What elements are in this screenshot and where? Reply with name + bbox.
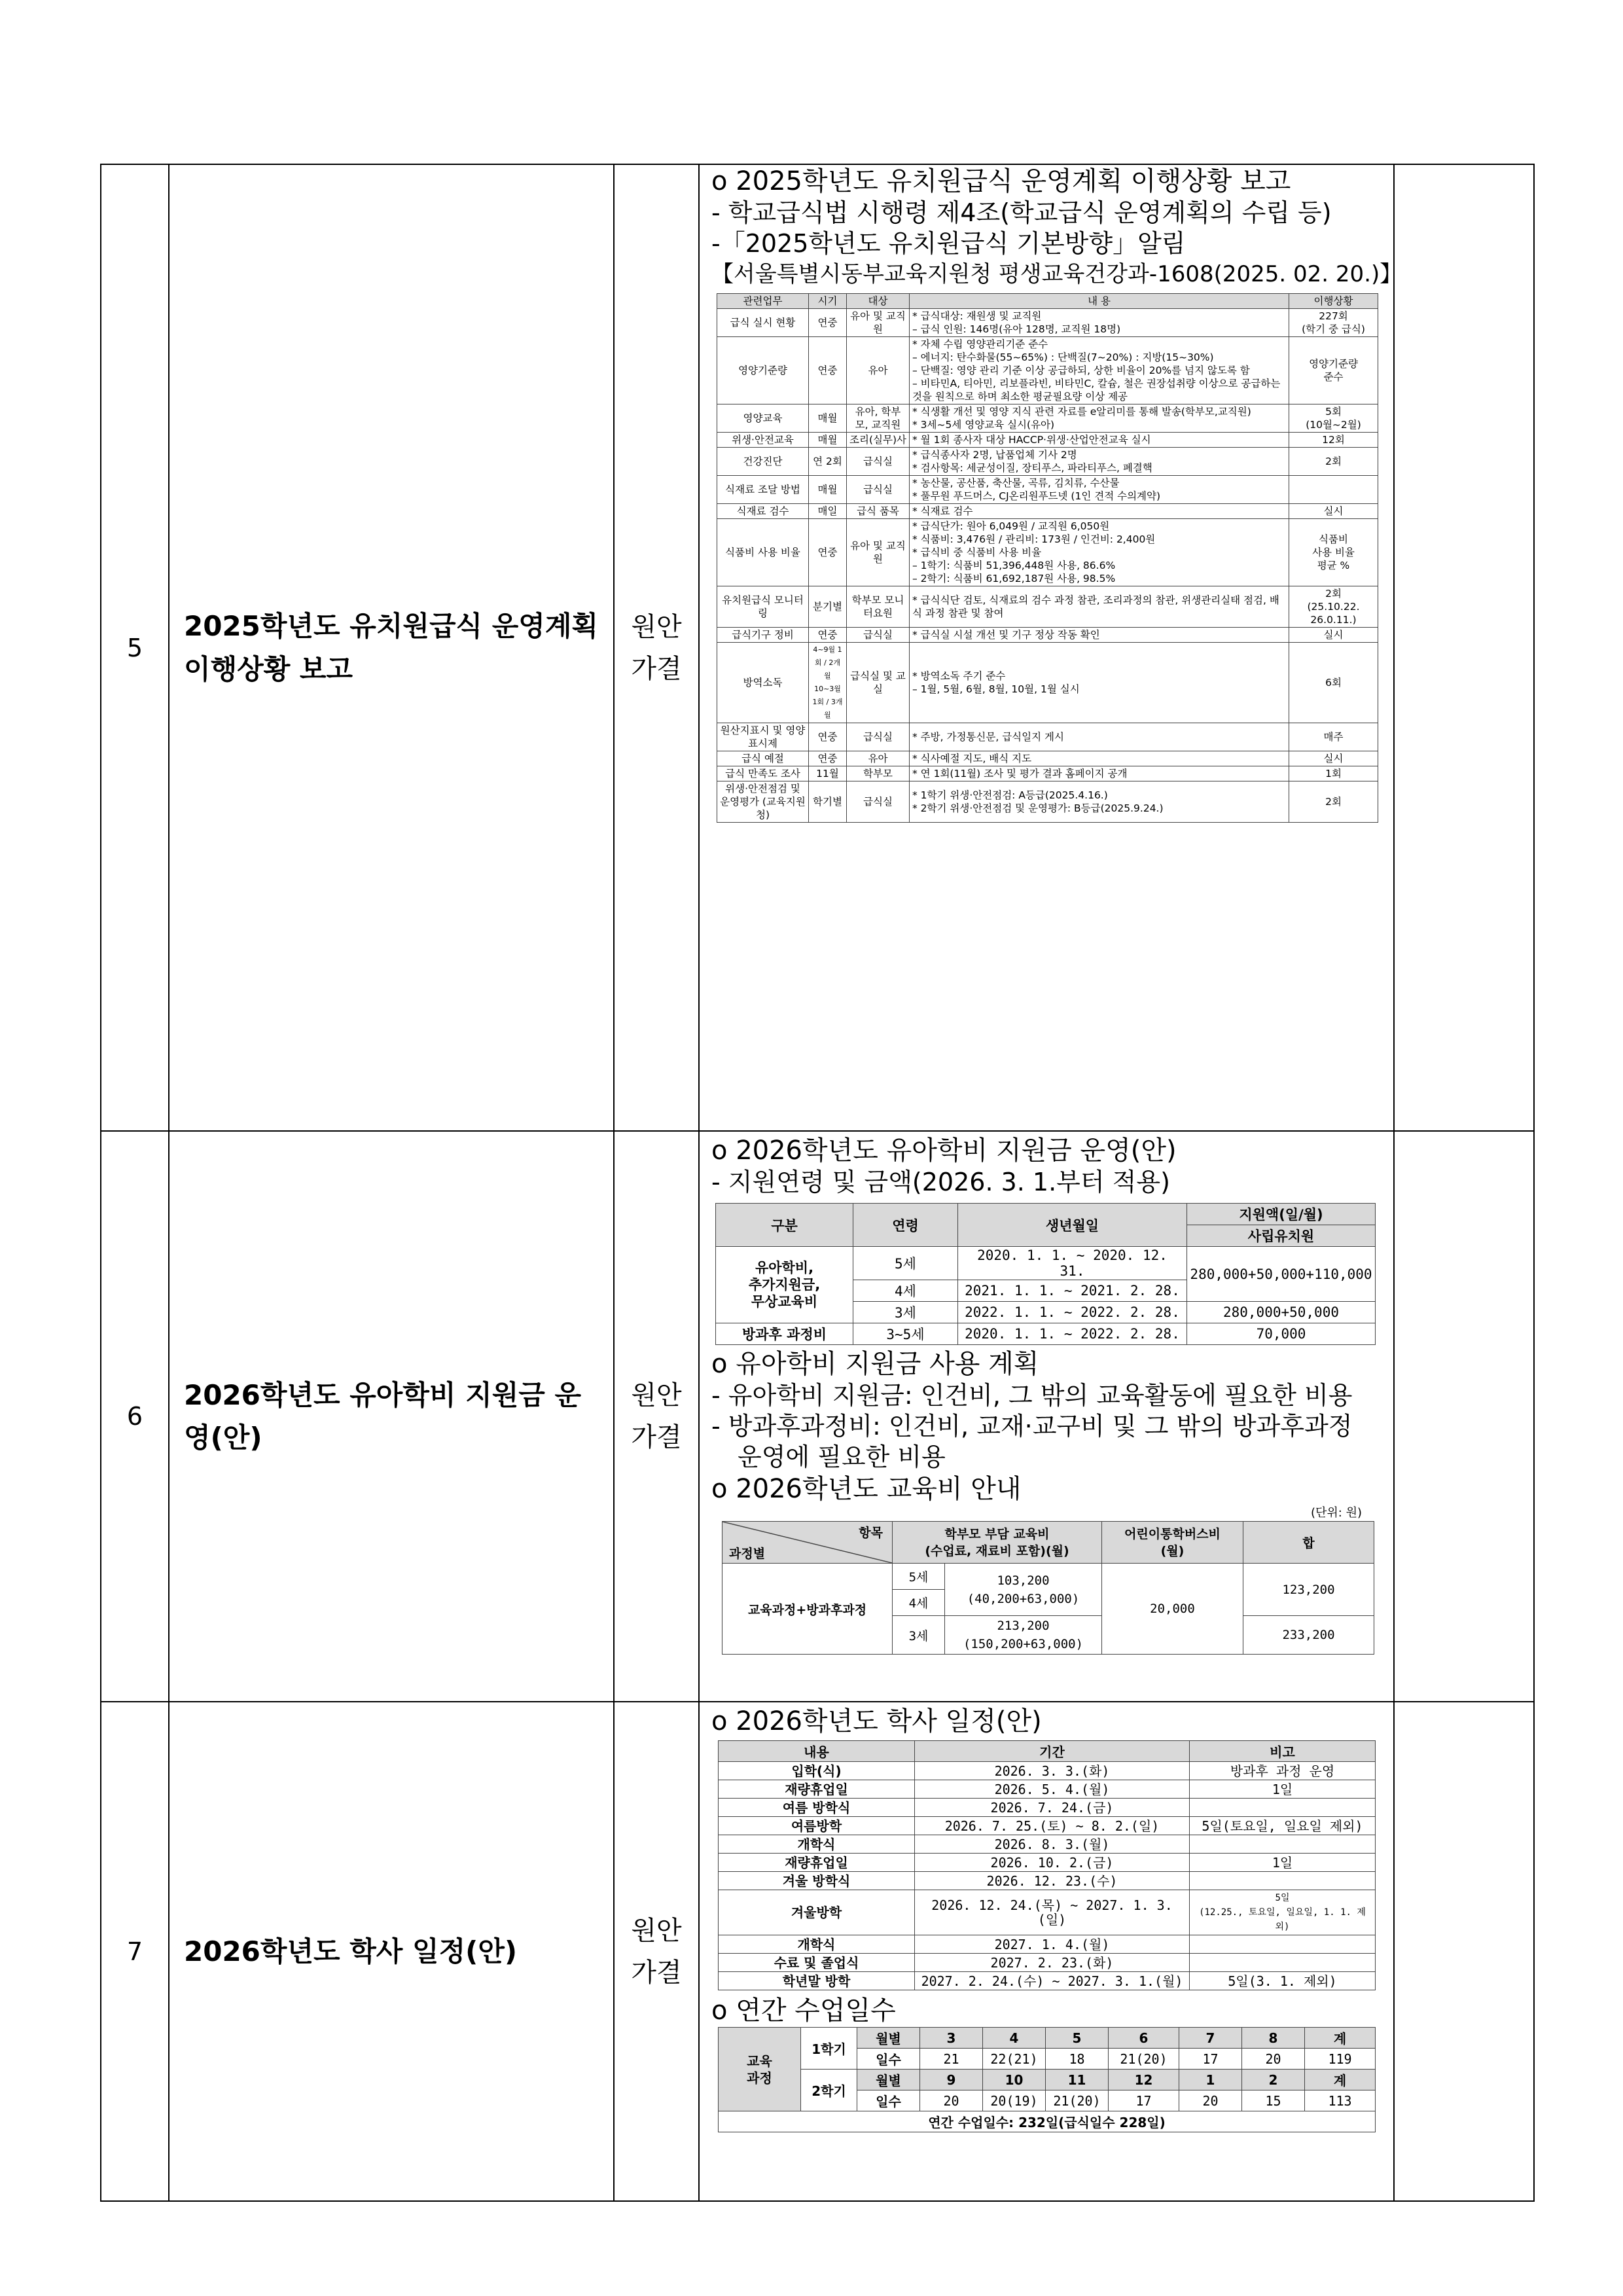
target-cell: 유아	[847, 751, 910, 766]
status-cell: 실시	[1289, 628, 1378, 643]
col-header: 대상	[847, 294, 910, 309]
detail-cell: * 급식종사자 2명, 납품업체 기사 2명 * 검사항목: 세균성이질, 장티푸스, 파라티푸스, 폐결핵	[910, 448, 1289, 476]
semester-cell: 2학기	[801, 2070, 857, 2111]
task-cell: 식품비 사용 비율	[717, 519, 809, 586]
table-row	[717, 586, 1378, 628]
status-cell: 227회 (학기 중 급식)	[1289, 309, 1378, 337]
fee-cell: 103,200 (40,200+63,000)	[945, 1564, 1102, 1616]
period-cell: 2026. 3. 3.(화)	[915, 1762, 1190, 1780]
amount-cell: 70,000	[1187, 1323, 1376, 1345]
semester-cell: 1학기	[801, 2028, 857, 2070]
period-cell: 연중	[809, 628, 847, 643]
note-cell	[1190, 1835, 1376, 1854]
table-row	[717, 628, 1378, 643]
task-cell: 식재료 검수	[717, 504, 809, 519]
task-cell: 건강진단	[717, 448, 809, 476]
note-cell	[1190, 1954, 1376, 1972]
group-cell: 유아학비, 추가지원금, 무상교육비	[716, 1247, 853, 1323]
target-cell: 유아, 학부모, 교직원	[847, 404, 910, 433]
age-cell: 3세	[893, 1616, 945, 1655]
status-cell: 1회	[1289, 766, 1378, 781]
period-cell: 2026. 8. 3.(월)	[915, 1835, 1190, 1854]
task-cell: 위생·안전교육	[717, 433, 809, 448]
agenda-result: 원안 가결	[614, 1131, 699, 1702]
table-row	[717, 766, 1378, 781]
table-row	[717, 404, 1378, 433]
period-cell: 2026. 7. 24.(금)	[915, 1799, 1190, 1817]
col-header: 연령	[853, 1204, 958, 1247]
age-cell: 4세	[893, 1590, 945, 1616]
period-cell: 연중	[809, 751, 847, 766]
days-cell: 20	[1179, 2090, 1242, 2111]
month-cell: 11	[1046, 2070, 1109, 2090]
period-cell: 2026. 5. 4.(월)	[915, 1780, 1190, 1799]
note-cell: 5일(토요일, 일요일 제외)	[1190, 1817, 1376, 1835]
status-cell: 2회	[1289, 448, 1378, 476]
event-cell: 겨울방학	[719, 1890, 915, 1935]
agenda-content	[699, 164, 1402, 1131]
note-cell: 1일	[1190, 1780, 1376, 1799]
detail-cell: * 농산물, 공산품, 축산물, 곡류, 김치류, 수산물 * 풀무원 푸드머스, CJ온리원푸드넷 (1인 견적 수의계약)	[910, 476, 1289, 504]
note-cell	[1190, 1872, 1376, 1890]
status-cell: 5회 (10월~2월)	[1289, 404, 1378, 433]
diag-header: 항목 과정별	[722, 1522, 893, 1564]
month-cell: 9	[920, 2070, 983, 2090]
table-row	[719, 1854, 1376, 1872]
month-cell: 계	[1305, 2028, 1376, 2049]
note-cell: 5일 (12.25., 토요일, 일요일, 1. 1. 제외)	[1190, 1890, 1376, 1935]
amount-cell: 280,000+50,000	[1187, 1302, 1376, 1323]
task-cell: 급식 만족도 조사	[717, 766, 809, 781]
status-cell: 실시	[1289, 504, 1378, 519]
table-row	[719, 1954, 1376, 1972]
table-row	[719, 1799, 1376, 1817]
target-cell: 유아 및 교직원	[847, 519, 910, 586]
table-row	[719, 1935, 1376, 1954]
row-label: 월별	[857, 2070, 920, 2090]
target-cell: 급식실	[847, 476, 910, 504]
age-cell: 4세	[853, 1280, 958, 1302]
agenda-number: 5	[101, 164, 169, 1131]
detail-cell: * 방역소독 주기 준수 – 1월, 5월, 6월, 8월, 10월, 1월 실시	[910, 643, 1289, 723]
days-cell: 21(20)	[1109, 2049, 1179, 2070]
birth-cell: 2022. 1. 1. ~ 2022. 2. 28.	[958, 1302, 1187, 1323]
days-cell: 15	[1242, 2090, 1305, 2111]
meal-plan-table	[717, 293, 1378, 823]
bullet-line: - 유아학비 지원금: 인건비, 그 밖의 교육활동에 필요한 비용	[711, 1381, 1353, 1410]
detail-cell: * 식생활 개선 및 영양 지식 관련 자료를 e알리미를 통해 발송(학부모,교직원) * 3세~5세 영양교육 실시(유아)	[910, 404, 1289, 433]
period-cell: 11월	[809, 766, 847, 781]
detail-cell: * 연 1회(11월) 조사 및 평가 결과 홈페이지 공개	[910, 766, 1289, 781]
days-cell: 20	[1242, 2049, 1305, 2070]
period-cell: 매월	[809, 404, 847, 433]
month-cell: 계	[1305, 2070, 1376, 2090]
target-cell: 유아 및 교직원	[847, 309, 910, 337]
col-header: 지원액(일/월)	[1187, 1204, 1376, 1225]
table-row	[717, 643, 1378, 723]
period-cell: 연중	[809, 309, 847, 337]
period-cell: 매월	[809, 433, 847, 448]
col-header: 이행상황	[1289, 294, 1378, 309]
target-cell: 학부모	[847, 766, 910, 781]
month-cell: 4	[983, 2028, 1046, 2049]
month-cell: 1	[1179, 2070, 1242, 2090]
note-cell: 방과후 과정 운영	[1190, 1762, 1376, 1780]
section-heading: o 연간 수업일수	[711, 1996, 896, 2026]
period-cell: 학기별	[809, 781, 847, 823]
status-cell: 매주	[1289, 723, 1378, 751]
col-header: 구분	[716, 1204, 853, 1247]
table-row	[719, 2111, 1376, 2132]
status-cell: 영양기준량 준수	[1289, 337, 1378, 404]
note-cell: 1일	[1190, 1854, 1376, 1872]
table-row	[717, 519, 1378, 586]
total-cell: 연간 수업일수: 232일(급식일수 228일)	[719, 2111, 1376, 2132]
period-cell: 매일	[809, 504, 847, 519]
remarks-cell	[1394, 1702, 1534, 2201]
agenda-number: 6	[101, 1131, 169, 1702]
status-cell: 6회	[1289, 643, 1378, 723]
tuition-table	[722, 1521, 1374, 1655]
period-cell: 연중	[809, 519, 847, 586]
table-row	[719, 1780, 1376, 1799]
col-header: 사립유치원	[1187, 1225, 1376, 1247]
table-row	[719, 1762, 1376, 1780]
month-cell: 5	[1046, 2028, 1109, 2049]
month-cell: 7	[1179, 2028, 1242, 2049]
status-cell: 2회 (25.10.22. 26.0.11.)	[1289, 586, 1378, 628]
col-header: 합	[1243, 1522, 1374, 1564]
agenda-content	[699, 1131, 1394, 1702]
days-cell: 18	[1046, 2049, 1109, 2070]
event-cell: 여름 방학식	[719, 1799, 915, 1817]
days-cell: 17	[1179, 2049, 1242, 2070]
event-cell: 재량휴업일	[719, 1780, 915, 1799]
event-cell: 학년말 방학	[719, 1972, 915, 1990]
age-cell: 3~5세	[853, 1323, 958, 1345]
event-cell: 개학식	[719, 1835, 915, 1854]
period-cell: 매월	[809, 476, 847, 504]
task-cell: 급식 실시 현황	[717, 309, 809, 337]
bullet-line: - 학교급식법 시행령 제4조(학교급식 운영계획의 수립 등)	[711, 198, 1332, 227]
bullet-line: - 방과후과정비: 인건비, 교재·교구비 및 그 밖의 방과후과정	[711, 1412, 1353, 1441]
event-cell: 재량휴업일	[719, 1854, 915, 1872]
status-cell: 식품비 사용 비율 평균 %	[1289, 519, 1378, 586]
status-cell	[1289, 476, 1378, 504]
section-heading: o 2025학년도 유치원급식 운영계획 이행상황 보고	[711, 166, 1291, 196]
row-label: 일수	[857, 2049, 920, 2070]
month-cell: 3	[920, 2028, 983, 2049]
table-row	[719, 1972, 1376, 1990]
detail-cell: * 식재료 검수	[910, 504, 1289, 519]
month-cell: 6	[1109, 2028, 1179, 2049]
period-cell: 2026. 12. 23.(수)	[915, 1872, 1190, 1890]
period-cell: 2026. 10. 2.(금)	[915, 1854, 1190, 1872]
agenda-row-5	[101, 164, 1534, 1131]
agenda-title: 2026학년도 학사 일정(안)	[169, 1702, 614, 2201]
task-cell: 영양교육	[717, 404, 809, 433]
period-cell: 분기별	[809, 586, 847, 628]
days-cell: 113	[1305, 2090, 1376, 2111]
bullet-line: 운영에 필요한 비용	[738, 1443, 946, 1471]
table-row	[717, 781, 1378, 823]
col-header: 관련업무	[717, 294, 809, 309]
event-cell: 입학(식)	[719, 1762, 915, 1780]
table-row	[719, 1890, 1376, 1935]
total-cell: 233,200	[1243, 1616, 1374, 1655]
period-cell: 2026. 7. 25.(토) ~ 8. 2.(일)	[915, 1817, 1190, 1835]
fee-cell: 213,200 (150,200+63,000)	[945, 1616, 1102, 1655]
month-cell: 8	[1242, 2028, 1305, 2049]
target-cell: 급식실	[847, 448, 910, 476]
period-cell: 2027. 2. 24.(수) ~ 2027. 3. 1.(월)	[915, 1972, 1190, 1990]
target-cell: 학부모 모니터요원	[847, 586, 910, 628]
reference-note: 【서울특별시동부교육지원청 평생교육건강과-1608(2025. 02. 20.)】	[711, 261, 1402, 287]
note-cell: 5일(3. 1. 제외)	[1190, 1972, 1376, 1990]
detail-cell: * 주방, 가정통신문, 급식일지 게시	[910, 723, 1289, 751]
days-cell: 21	[920, 2049, 983, 2070]
detail-cell: * 급식실 시설 개선 및 기구 정상 작동 확인	[910, 628, 1289, 643]
birth-cell: 2021. 1. 1. ~ 2021. 2. 28.	[958, 1280, 1187, 1302]
col-header: 어린이통학버스비 (월)	[1102, 1522, 1243, 1564]
age-cell: 3세	[853, 1302, 958, 1323]
col-header: 생년월일	[958, 1204, 1187, 1247]
agenda-content	[699, 1702, 1394, 2201]
note-cell	[1190, 1799, 1376, 1817]
section-heading: o 2026학년도 학사 일정(안)	[711, 1706, 1042, 1736]
agenda-row-7	[101, 1702, 1534, 2201]
detail-cell: * 월 1회 종사자 대상 HACCP·위생·산업안전교육 실시	[910, 433, 1289, 448]
col-header: 내용	[719, 1741, 915, 1762]
group-cell: 방과후 과정비	[716, 1323, 853, 1345]
status-cell: 2회	[1289, 781, 1378, 823]
days-cell: 119	[1305, 2049, 1376, 2070]
detail-cell: * 자체 수립 영양관리기준 준수 – 에너지: 탄수화물(55~65%) : 단백질(7~20%) : 지방(15~30%) – 단백질: 영양 관리 기준 이상 공급하되, 상한 비율이 20%를 넘지 않도록 함 – 비타민A, 티아민, 리보플라빈, 비타민C, 칼슘, 철은 권장섭취량 이상으로 공급하는 것을 원칙으로 하며 최소한 평균필요량 이상 제공	[910, 337, 1289, 404]
age-cell: 5세	[853, 1247, 958, 1280]
section-heading: o 2026학년도 교육비 안내	[711, 1474, 1022, 1504]
col-header: 기간	[915, 1741, 1190, 1762]
agenda-result: 원안 가결	[614, 1702, 699, 2201]
days-cell: 17	[1109, 2090, 1179, 2111]
task-cell: 유치원급식 모니터링	[717, 586, 809, 628]
bus-cell: 20,000	[1102, 1564, 1243, 1655]
course-cell: 교육과정+방과후과정	[722, 1564, 893, 1655]
birth-cell: 2020. 1. 1. ~ 2020. 12. 31.	[958, 1247, 1187, 1280]
task-cell: 위생·안전점검 및 운영평가 (교육지원청)	[717, 781, 809, 823]
days-cell: 20(19)	[983, 2090, 1046, 2111]
detail-cell: * 급식식단 검토, 식재료의 검수 과정 참관, 조리과정의 참관, 위생관리실태 점검, 배식 과정 참관 및 참여	[910, 586, 1289, 628]
agenda-number: 7	[101, 1702, 169, 2201]
month-cell: 10	[983, 2070, 1046, 2090]
task-cell: 영양기준량	[717, 337, 809, 404]
col-header: 비고	[1190, 1741, 1376, 1762]
row-label: 월별	[857, 2028, 920, 2049]
support-amount-table	[715, 1203, 1376, 1345]
detail-cell: * 1학기 위생·안전점검: A등급(2025.4.16.) * 2학기 위생·안전점검 및 운영평가: B등급(2025.9.24.)	[910, 781, 1289, 823]
period-cell: 연중	[809, 337, 847, 404]
schedule-table	[718, 1740, 1376, 1990]
task-cell: 식재료 조달 방법	[717, 476, 809, 504]
month-cell: 2	[1242, 2070, 1305, 2090]
target-cell: 급식실	[847, 628, 910, 643]
detail-cell: * 급식대상: 재원생 및 교직원 – 급식 인원: 146명(유아 128명, 교직원 18명)	[910, 309, 1289, 337]
event-cell: 개학식	[719, 1935, 915, 1954]
days-cell: 22(21)	[983, 2049, 1046, 2070]
period-cell: 2026. 12. 24.(목) ~ 2027. 1. 3.(일)	[915, 1890, 1190, 1935]
agenda-row-6	[101, 1131, 1534, 1702]
days-cell: 20	[920, 2090, 983, 2111]
course-cell: 교육 과정	[719, 2028, 801, 2111]
target-cell: 급식 품목	[847, 504, 910, 519]
table-row	[717, 433, 1378, 448]
target-cell: 급식실	[847, 723, 910, 751]
school-days-table	[718, 2027, 1376, 2132]
row-label: 일수	[857, 2090, 920, 2111]
period-cell: 연중	[809, 723, 847, 751]
table-row	[717, 448, 1378, 476]
status-cell: 실시	[1289, 751, 1378, 766]
bullet-line: -「2025학년도 유치원급식 기본방향」알림	[711, 229, 1186, 258]
period-cell: 연 2회	[809, 448, 847, 476]
event-cell: 수료 및 졸업식	[719, 1954, 915, 1972]
amount-cell: 280,000+50,000+110,000	[1187, 1247, 1376, 1302]
col-header: 학부모 부담 교육비 (수업료, 재료비 포함)(월)	[893, 1522, 1102, 1564]
status-cell: 12회	[1289, 433, 1378, 448]
detail-cell: * 급식단가: 원아 6,049원 / 교직원 6,050원 * 식품비: 3,476원 / 관리비: 173원 / 인건비: 2,400원 * 급식비 중 식품비 사용 비율 – 1학기: 식품비 51,396,448원 사용, 86.6% – 2학기: 식품비 61,692,187원 사용, 98.5%	[910, 519, 1289, 586]
note-cell	[1190, 1935, 1376, 1954]
total-cell: 123,200	[1243, 1564, 1374, 1616]
table-row	[717, 309, 1378, 337]
month-cell: 12	[1109, 2070, 1179, 2090]
target-cell: 급식실	[847, 781, 910, 823]
remarks-cell	[1394, 164, 1534, 1131]
period-cell: 2027. 1. 4.(월)	[915, 1935, 1190, 1954]
target-cell: 유아	[847, 337, 910, 404]
table-row	[717, 504, 1378, 519]
table-row	[717, 723, 1378, 751]
table-row	[717, 751, 1378, 766]
col-header: 시기	[809, 294, 847, 309]
table-row	[719, 1817, 1376, 1835]
section-heading: o 2026학년도 유아학비 지원금 운영(안)	[711, 1136, 1177, 1166]
period-cell: 4~9월 1회 / 2개월 10~3월 1회 / 3개월	[809, 643, 847, 723]
days-cell: 21(20)	[1046, 2090, 1109, 2111]
target-cell: 조리(실무)사	[847, 433, 910, 448]
table-row	[717, 476, 1378, 504]
table-row	[719, 2028, 1376, 2049]
task-cell: 원산지표시 및 영양표시제	[717, 723, 809, 751]
event-cell: 겨울 방학식	[719, 1872, 915, 1890]
target-cell: 급식실 및 교실	[847, 643, 910, 723]
minutes-table	[100, 164, 1535, 2202]
age-cell: 5세	[893, 1564, 945, 1590]
task-cell: 급식 예절	[717, 751, 809, 766]
agenda-title: 2026학년도 유아학비 지원금 운영(안)	[169, 1131, 614, 1702]
table-row	[719, 1835, 1376, 1854]
task-cell: 급식기구 정비	[717, 628, 809, 643]
event-cell: 여름방학	[719, 1817, 915, 1835]
birth-cell: 2020. 1. 1. ~ 2022. 2. 28.	[958, 1323, 1187, 1345]
period-cell: 2027. 2. 23.(화)	[915, 1954, 1190, 1972]
table-row	[719, 1872, 1376, 1890]
agenda-title: 2025학년도 유치원급식 운영계획 이행상황 보고	[169, 164, 614, 1131]
col-header: 내 용	[910, 294, 1289, 309]
bullet-line: - 지원연령 및 금액(2026. 3. 1.부터 적용)	[711, 1168, 1170, 1196]
agenda-result: 원안 가결	[614, 164, 699, 1131]
table-row	[719, 2070, 1376, 2090]
remarks-cell	[1394, 1131, 1534, 1702]
section-heading: o 유아학비 지원금 사용 계획	[711, 1349, 1039, 1379]
table-row	[717, 337, 1378, 404]
unit-label: (단위: 원)	[1311, 1506, 1362, 1520]
detail-cell: * 식사예절 지도, 배식 지도	[910, 751, 1289, 766]
task-cell: 방역소독	[717, 643, 809, 723]
